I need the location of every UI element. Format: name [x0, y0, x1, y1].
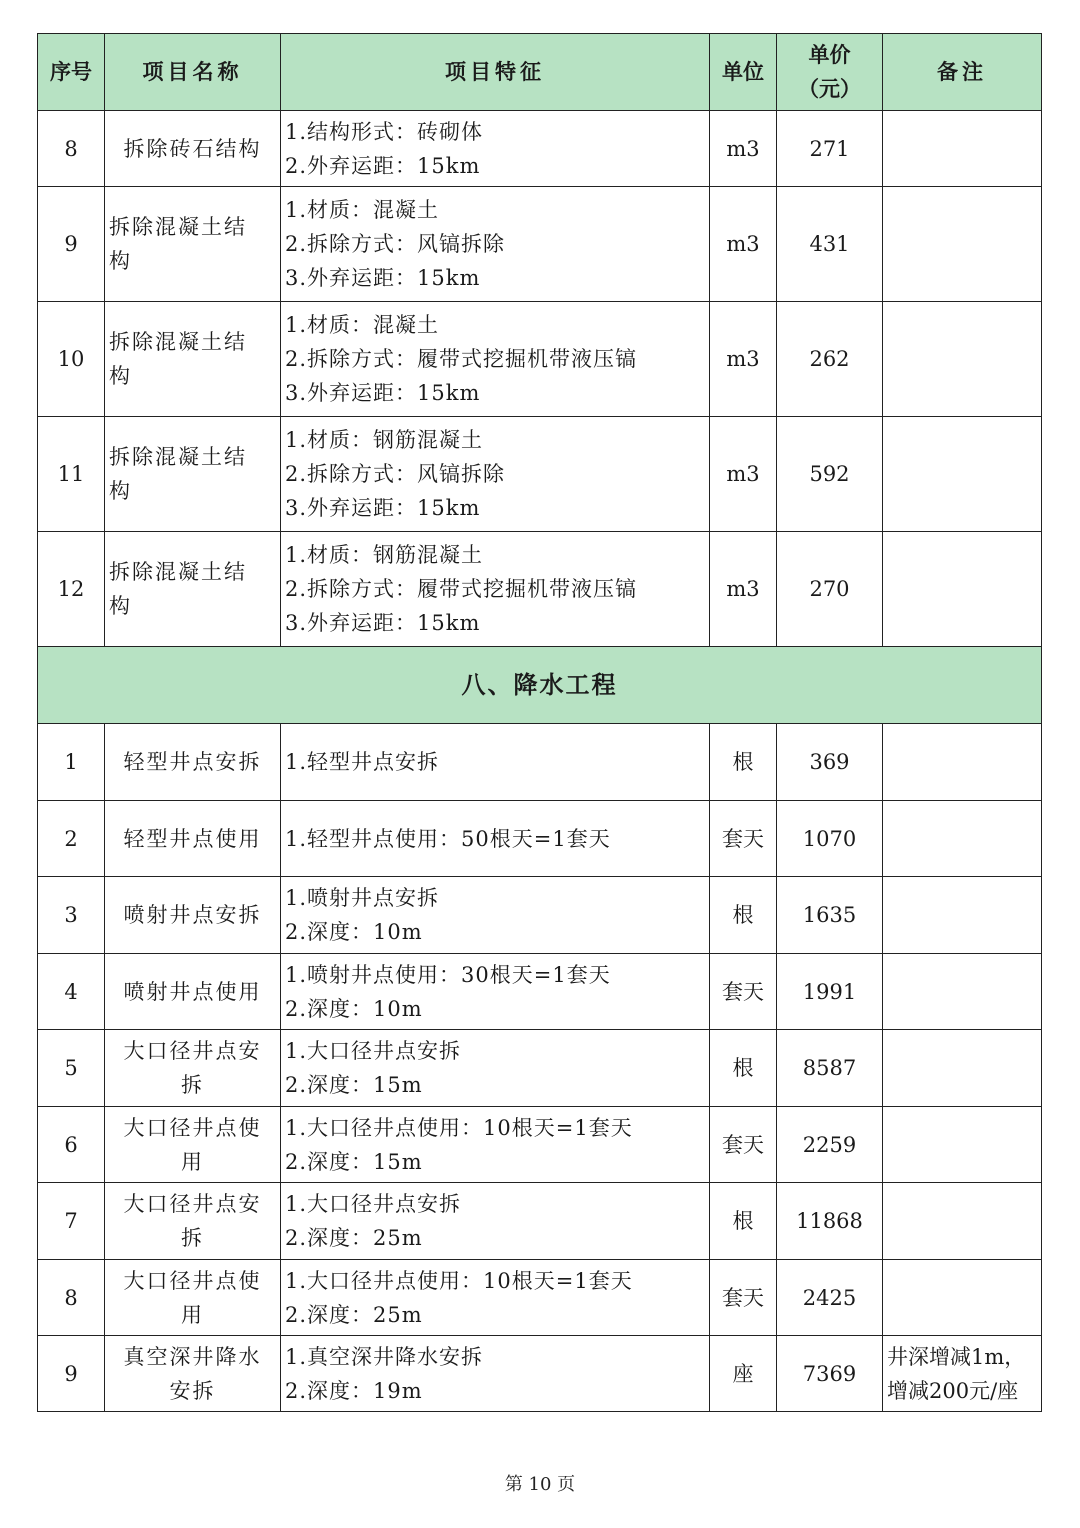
item-features	[281, 1260, 710, 1336]
item-note	[883, 187, 1042, 302]
item-name-line: 构	[109, 594, 132, 618]
item-price: 592	[777, 417, 883, 532]
item-features	[281, 724, 710, 801]
item-features	[281, 1336, 710, 1412]
feature-line: 2.深度：15m	[285, 1149, 423, 1174]
item-name-line: 大口径井点使	[123, 1115, 262, 1140]
item-name	[105, 1030, 281, 1107]
item-name-line: 用	[181, 1302, 204, 1327]
item-price: 1070	[777, 801, 883, 877]
feature-line: 1.大口径井点使用：10根天=1套天	[285, 1268, 633, 1293]
item-note	[883, 532, 1042, 647]
item-name-line: 构	[109, 249, 132, 273]
row-number: 12	[38, 532, 105, 647]
item-unit: 套天	[710, 801, 777, 877]
row-number: 10	[38, 302, 105, 417]
item-name-line: 拆除混凝土结	[109, 215, 247, 239]
item-name-line: 安拆	[169, 1378, 216, 1403]
item-name-line: 拆	[181, 1073, 204, 1097]
header-price	[777, 34, 883, 111]
item-features	[281, 954, 710, 1030]
item-unit: m3	[710, 532, 777, 647]
feature-line: 1.真空深井降水安拆	[285, 1344, 484, 1369]
table-row	[38, 724, 1042, 801]
item-name-line: 喷射井点使用	[123, 979, 262, 1004]
feature-line: 2.拆除方式：风镐拆除	[285, 232, 506, 256]
feature-line: 1.结构形式：砖砌体	[285, 119, 484, 144]
item-name	[105, 877, 281, 954]
header-price-line1: 单价	[808, 42, 851, 67]
item-features	[281, 417, 710, 532]
feature-line: 1.喷射井点使用：30根天=1套天	[285, 962, 611, 987]
item-price: 271	[777, 111, 883, 187]
item-unit: 套天	[710, 1107, 777, 1183]
item-name-line: 轻型井点使用	[123, 826, 262, 851]
item-price: 7369	[777, 1336, 883, 1412]
header-name: 项目名称	[105, 34, 281, 111]
header-no: 序号	[38, 34, 105, 111]
item-name-line: 拆	[181, 1226, 204, 1250]
item-name-line: 轻型井点安拆	[123, 750, 262, 774]
item-unit: m3	[710, 187, 777, 302]
item-name	[105, 801, 281, 877]
feature-line: 1.材质：混凝土	[285, 313, 440, 337]
item-name	[105, 954, 281, 1030]
item-note	[883, 1030, 1042, 1107]
row-number: 4	[38, 954, 105, 1030]
item-price: 2259	[777, 1107, 883, 1183]
table-row	[38, 1030, 1042, 1107]
item-price: 1635	[777, 877, 883, 954]
item-unit: 根	[710, 877, 777, 954]
feature-line: 2.拆除方式：履带式挖掘机带液压镐	[285, 577, 638, 601]
item-note	[883, 1260, 1042, 1336]
item-name-line: 构	[109, 364, 132, 388]
item-name-line: 大口径井点安	[123, 1192, 262, 1216]
feature-line: 2.拆除方式：履带式挖掘机带液压镐	[285, 347, 638, 371]
header-price-line2: （元）	[798, 76, 861, 101]
table-row	[38, 1336, 1042, 1412]
header-features: 项目特征	[281, 34, 710, 111]
feature-line: 2.深度：19m	[285, 1378, 423, 1403]
feature-line: 1.材质：钢筋混凝土	[285, 428, 484, 452]
row-number: 9	[38, 187, 105, 302]
item-name	[105, 302, 281, 417]
row-number: 6	[38, 1107, 105, 1183]
item-features	[281, 1030, 710, 1107]
item-features	[281, 532, 710, 647]
row-number: 2	[38, 801, 105, 877]
item-price: 11868	[777, 1183, 883, 1260]
item-name	[105, 417, 281, 532]
row-number: 9	[38, 1336, 105, 1412]
row-number: 7	[38, 1183, 105, 1260]
item-note	[883, 801, 1042, 877]
item-name	[105, 724, 281, 801]
price-table	[37, 33, 1042, 1412]
item-unit: m3	[710, 111, 777, 187]
feature-line: 2.拆除方式：风镐拆除	[285, 462, 506, 486]
item-price: 270	[777, 532, 883, 647]
item-unit: m3	[710, 417, 777, 532]
item-note	[883, 1183, 1042, 1260]
section-title: 八、降水工程	[38, 647, 1042, 724]
feature-line: 2.外弃运距：15km	[285, 153, 481, 178]
table-row	[38, 532, 1042, 647]
table-row	[38, 801, 1042, 877]
section-row	[38, 647, 1042, 724]
item-price: 2425	[777, 1260, 883, 1336]
page-footer: 第 10 页	[504, 1474, 576, 1495]
item-unit: m3	[710, 302, 777, 417]
item-name-line: 真空深井降水	[123, 1344, 262, 1369]
feature-line: 1.材质：混凝土	[285, 198, 440, 222]
item-name	[105, 1336, 281, 1412]
item-note: 井深增减1m，增减200元/座	[883, 1336, 1042, 1412]
item-note	[883, 111, 1042, 187]
item-name	[105, 532, 281, 647]
table-row	[38, 1183, 1042, 1260]
item-name-line: 大口径井点使	[123, 1268, 262, 1293]
item-name-line: 拆除砖石结构	[123, 136, 262, 161]
item-note	[883, 724, 1042, 801]
item-unit: 套天	[710, 954, 777, 1030]
header-unit: 单位	[710, 34, 777, 111]
feature-line: 2.深度：15m	[285, 1073, 423, 1097]
item-name-line: 大口径井点安	[123, 1039, 262, 1063]
item-unit: 根	[710, 724, 777, 801]
table-row	[38, 877, 1042, 954]
dewatering-rows	[38, 724, 1042, 1412]
item-note	[883, 302, 1042, 417]
item-features	[281, 801, 710, 877]
item-name	[105, 111, 281, 187]
table-row	[38, 187, 1042, 302]
feature-line: 2.深度：10m	[285, 996, 423, 1021]
feature-line: 1.大口径井点使用：10根天=1套天	[285, 1115, 633, 1140]
item-price: 1991	[777, 954, 883, 1030]
table-header-row	[38, 34, 1042, 111]
item-features	[281, 1107, 710, 1183]
feature-line: 3.外弃运距：15km	[285, 496, 481, 520]
table-row	[38, 302, 1042, 417]
item-unit: 根	[710, 1030, 777, 1107]
feature-line: 3.外弃运距：15km	[285, 266, 481, 290]
feature-line: 1.喷射井点安拆	[285, 886, 440, 910]
item-name-line: 用	[181, 1149, 204, 1174]
item-name	[105, 1260, 281, 1336]
item-name	[105, 1107, 281, 1183]
item-note	[883, 877, 1042, 954]
item-features	[281, 302, 710, 417]
item-features	[281, 111, 710, 187]
item-unit: 座	[710, 1336, 777, 1412]
item-name-line: 拆除混凝土结	[109, 445, 247, 469]
item-name-line: 拆除混凝土结	[109, 330, 247, 354]
feature-line: 1.大口径井点安拆	[285, 1039, 462, 1063]
item-note	[883, 417, 1042, 532]
table-row	[38, 1260, 1042, 1336]
item-price: 369	[777, 724, 883, 801]
feature-line: 3.外弃运距：15km	[285, 381, 481, 405]
item-features	[281, 877, 710, 954]
feature-line: 2.深度：10m	[285, 920, 423, 944]
item-note	[883, 954, 1042, 1030]
item-name	[105, 1183, 281, 1260]
item-name-line: 拆除混凝土结	[109, 560, 247, 584]
feature-line: 1.大口径井点安拆	[285, 1192, 462, 1216]
row-number: 3	[38, 877, 105, 954]
row-number: 1	[38, 724, 105, 801]
row-number: 8	[38, 111, 105, 187]
item-unit: 套天	[710, 1260, 777, 1336]
row-number: 8	[38, 1260, 105, 1336]
item-name	[105, 187, 281, 302]
feature-line: 2.深度：25m	[285, 1226, 423, 1250]
item-features	[281, 1183, 710, 1260]
item-price: 431	[777, 187, 883, 302]
item-unit: 根	[710, 1183, 777, 1260]
feature-line: 1.材质：钢筋混凝土	[285, 543, 484, 567]
feature-line: 2.深度：25m	[285, 1302, 423, 1327]
header-note: 备注	[883, 34, 1042, 111]
row-number: 11	[38, 417, 105, 532]
item-name-line: 喷射井点安拆	[123, 903, 262, 927]
row-number: 5	[38, 1030, 105, 1107]
item-features	[281, 187, 710, 302]
feature-line: 1.轻型井点安拆	[285, 750, 440, 774]
item-price: 8587	[777, 1030, 883, 1107]
demolition-rows	[38, 111, 1042, 647]
table-row	[38, 1107, 1042, 1183]
item-price: 262	[777, 302, 883, 417]
table-row	[38, 111, 1042, 187]
feature-line: 1.轻型井点使用：50根天=1套天	[285, 826, 611, 851]
item-name-line: 构	[109, 479, 132, 503]
table-row	[38, 954, 1042, 1030]
feature-line: 3.外弃运距：15km	[285, 611, 481, 635]
item-note	[883, 1107, 1042, 1183]
table-row	[38, 417, 1042, 532]
